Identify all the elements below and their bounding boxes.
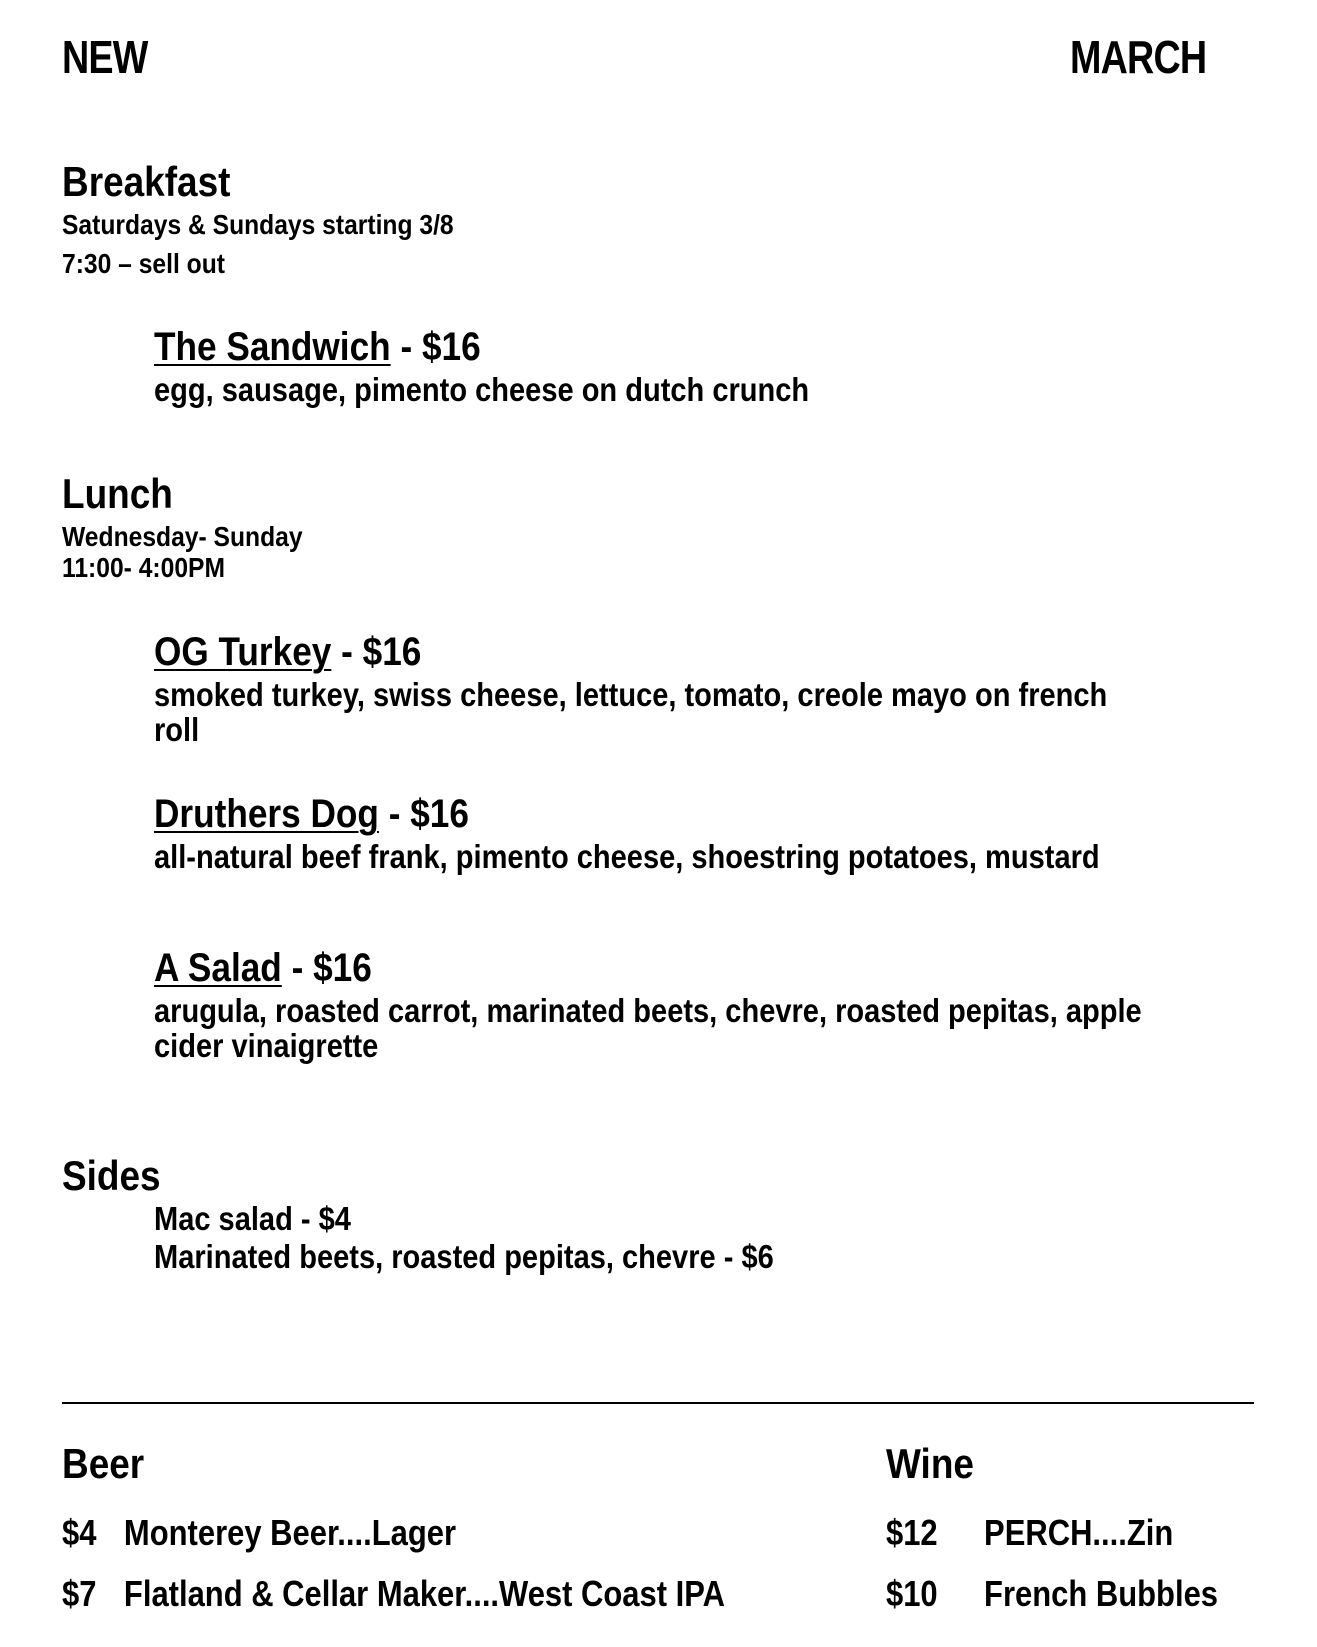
- item-price: - $16: [378, 792, 469, 836]
- beer-style: Lager: [371, 1512, 457, 1553]
- wine-title: Wine: [886, 1440, 974, 1487]
- beer-title: Beer: [62, 1440, 145, 1487]
- wine-row-french-bubbles: [886, 1573, 1218, 1615]
- wine-style: Zin: [1126, 1512, 1174, 1553]
- header-month: MARCH: [1070, 31, 1207, 83]
- wine-name: PERCH....: [984, 1512, 1127, 1553]
- breakfast-schedule-hours: 7:30 – sell out: [62, 248, 225, 279]
- lunch-title: Lunch: [62, 470, 173, 517]
- menu-item-druthers-dog: [154, 792, 1157, 875]
- wine-row-perch: [886, 1512, 1173, 1554]
- item-price: - $16: [331, 630, 422, 674]
- item-name: The Sandwich: [154, 325, 391, 369]
- beer-row-flatland: [62, 1573, 725, 1615]
- wine-name: French Bubbles: [984, 1573, 1219, 1614]
- sides-title: Sides: [62, 1152, 161, 1199]
- beer-name: Flatland & Cellar Maker....: [123, 1573, 500, 1614]
- section-divider: [62, 1402, 1254, 1404]
- item-description: smoked turkey, swiss cheese, lettuce, tomato, creole mayo on french roll: [154, 676, 1108, 748]
- beer-style: West Coast IPA: [499, 1573, 725, 1614]
- side-item-marinated-beets: Marinated beets, roasted pepitas, chevre - $6: [154, 1237, 774, 1275]
- beer-name: Monterey Beer....: [123, 1512, 372, 1553]
- item-price: - $16: [281, 946, 372, 990]
- beer-price: $4: [62, 1512, 97, 1553]
- lunch-schedule-days: Wednesday- Sunday: [62, 521, 303, 552]
- menu-item-og-turkey: [154, 630, 1157, 747]
- item-name: OG Turkey: [154, 630, 332, 674]
- item-description: arugula, roasted carrot, marinated beets, chevre, roasted pepitas, apple cider vinaigrette: [154, 992, 1142, 1064]
- wine-price: $10: [886, 1573, 938, 1614]
- sides-list: [154, 1200, 1157, 1276]
- lunch-schedule-hours: 11:00- 4:00PM: [62, 552, 225, 583]
- header-new: NEW: [62, 31, 148, 83]
- menu-item-the-sandwich: [154, 325, 1157, 408]
- breakfast-title: Breakfast: [62, 158, 231, 205]
- beer-price: $7: [62, 1573, 97, 1614]
- wine-price: $12: [886, 1512, 938, 1553]
- item-name: Druthers Dog: [154, 792, 379, 836]
- item-description: egg, sausage, pimento cheese on dutch crunch: [154, 371, 810, 408]
- menu-item-a-salad: [154, 946, 1157, 1063]
- side-item-mac-salad: Mac salad - $4: [154, 1200, 351, 1237]
- breakfast-schedule-days: Saturdays & Sundays starting 3/8: [62, 209, 454, 240]
- item-description: all-natural beef frank, pimento cheese, shoestring potatoes, mustard: [154, 838, 1100, 875]
- item-price: - $16: [390, 325, 481, 369]
- item-name: A Salad: [154, 946, 282, 990]
- beer-row-monterey: [62, 1512, 456, 1554]
